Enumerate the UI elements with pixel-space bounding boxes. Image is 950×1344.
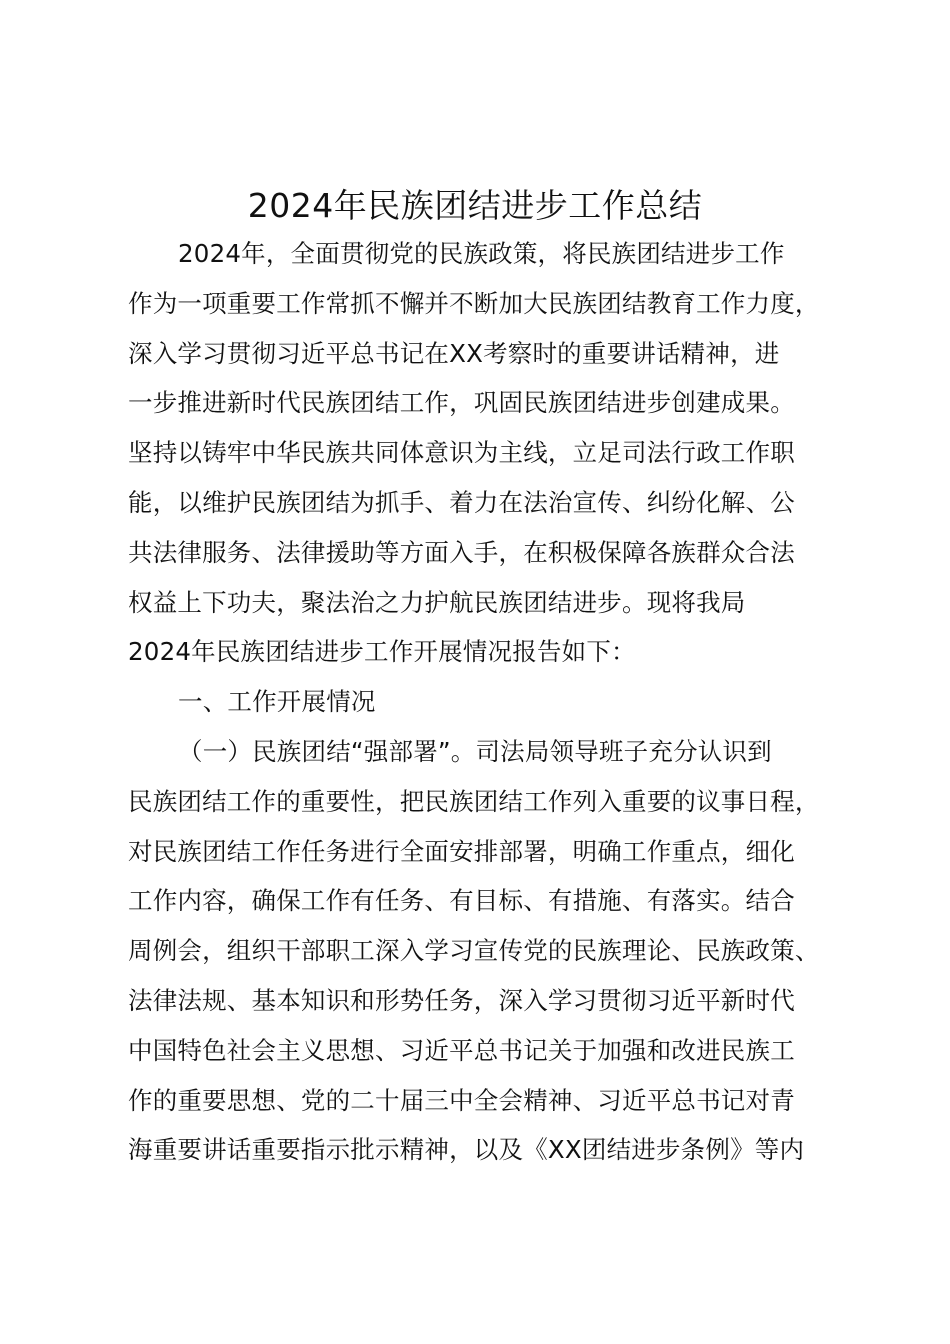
paragraph-line: 海重要讲话重要指示批示精神，以及《XX团结进步条例》等内 xyxy=(128,1135,805,1165)
paragraph-line: 周例会，组织干部职工深入学习宣传党的民族理论、民族政策、 xyxy=(128,936,820,966)
paragraph-line: 法律法规、基本知识和形势任务，深入学习贯彻习近平新时代 xyxy=(128,985,795,1015)
paragraph-line: 2024年，全面贯彻党的民族政策，将民族团结进步工作 xyxy=(178,239,785,268)
paragraph-line: 共法律服务、法律援助等方面入手，在积极保障各族群众合法 xyxy=(128,537,795,567)
paragraph-line: 工作内容，确保工作有任务、有目标、有措施、有落实。结合 xyxy=(128,886,795,916)
paragraph-line: 中国特色社会主义思想、习近平总书记关于加强和改进民族工 xyxy=(128,1035,795,1065)
subsection-line: （一）民族团结“强部署”。司法局领导班子充分认识到 xyxy=(178,736,772,766)
paragraph-line: 对民族团结工作任务进行全面安排部署，明确工作重点，细化 xyxy=(128,836,795,866)
paragraph-line: 2024年民族团结进步工作开展情况报告如下： xyxy=(128,637,636,667)
paragraph-line: 作的重要思想、党的二十届三中全会精神、习近平总书记对青 xyxy=(128,1085,795,1115)
document-title: 2024年民族团结进步工作总结 xyxy=(247,186,703,225)
paragraph-line: 民族团结工作的重要性，把民族团结工作列入重要的议事日程， xyxy=(128,786,820,816)
paragraph-line: 权益上下功夫，聚法治之力护航民族团结进步。现将我局 xyxy=(128,587,746,617)
paragraph-line: 深入学习贯彻习近平总书记在XX考察时的重要讲话精神，进 xyxy=(128,338,780,368)
section-heading: 一、工作开展情况 xyxy=(178,687,376,717)
document-body xyxy=(128,229,868,1175)
paragraph-line: 一步推进新时代民族团结工作，巩固民族团结进步创建成果。 xyxy=(128,388,795,418)
paragraph-line: 作为一项重要工作常抓不懈并不断加大民族团结教育工作力度， xyxy=(128,288,820,318)
paragraph-line: 能，以维护民族团结为抓手、着力在法治宣传、纠纷化解、公 xyxy=(128,487,795,517)
paragraph-line: 坚持以铸牢中华民族共同体意识为主线，立足司法行政工作职 xyxy=(128,438,795,468)
